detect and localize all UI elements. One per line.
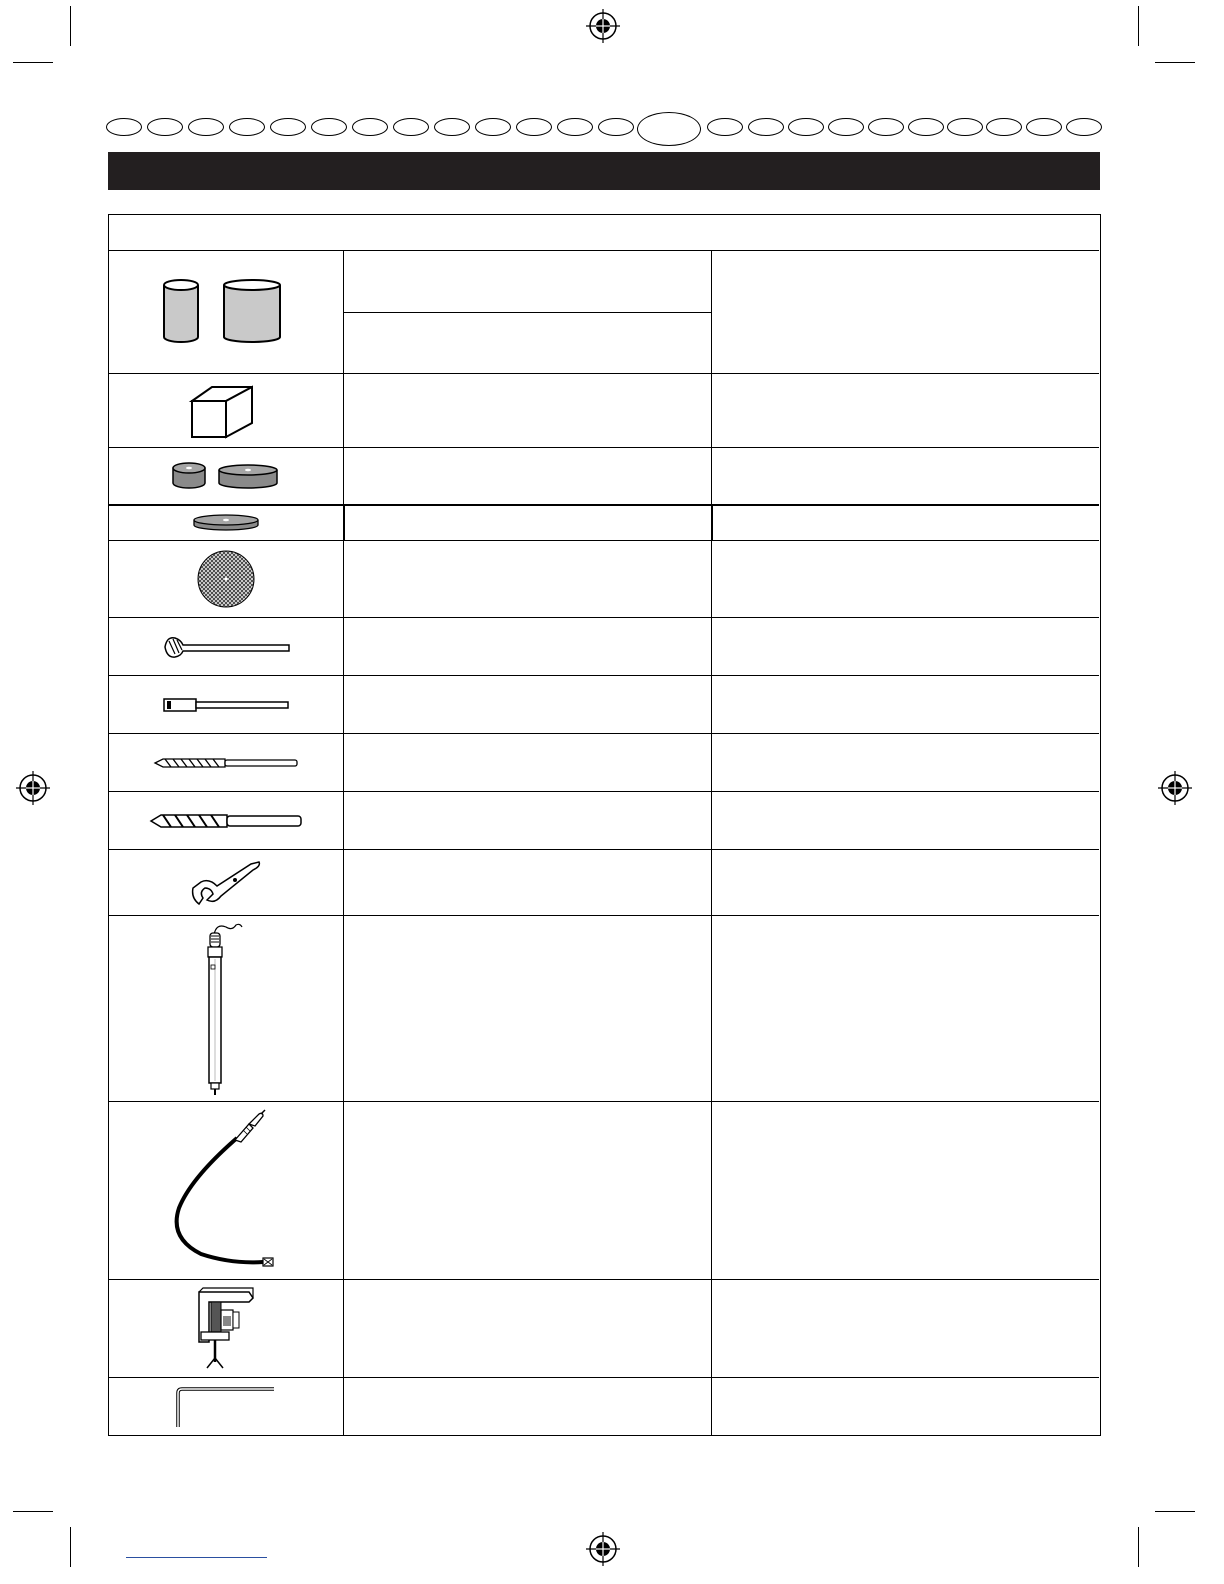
row-description: [344, 506, 711, 540]
row-notes: [712, 1102, 1099, 1279]
language-tab[interactable]: [598, 118, 634, 136]
bench-clamp-cell: [109, 1280, 343, 1377]
row-notes: [712, 541, 1099, 617]
flexible-shaft-cell: [109, 1102, 343, 1279]
language-tab-active[interactable]: [637, 112, 701, 146]
bench-clamp-icon: [189, 1286, 263, 1372]
row-description: [344, 1102, 711, 1279]
row-notes: [712, 374, 1099, 447]
crop-mark: [1155, 1511, 1195, 1512]
language-tab[interactable]: [908, 118, 944, 136]
row-description: [344, 1280, 711, 1377]
language-tab[interactable]: [106, 118, 142, 136]
row-description: [344, 916, 711, 1101]
row-notes: [712, 734, 1099, 791]
language-tab[interactable]: [788, 118, 824, 136]
language-tab[interactable]: [828, 118, 864, 136]
wrench-icon: [189, 858, 263, 908]
hex-key-cell: [109, 1378, 343, 1435]
registration-mark-icon: [16, 771, 50, 805]
row-notes: [712, 850, 1099, 915]
language-tab[interactable]: [311, 118, 347, 136]
language-tab[interactable]: [557, 118, 593, 136]
row-description: [344, 676, 711, 733]
drill-bit-large-cell: [109, 792, 343, 849]
wrench-cell: [109, 850, 343, 915]
registration-mark-icon: [1158, 771, 1192, 805]
footer-link-underline[interactable]: [126, 1557, 267, 1558]
language-tab[interactable]: [1066, 118, 1102, 136]
section-title: [108, 162, 120, 179]
row-notes: [712, 448, 1099, 504]
row-description: [344, 618, 711, 675]
sanding-drums-cell: [109, 251, 343, 373]
row-description: [344, 251, 711, 312]
extension-handle-icon: [196, 921, 256, 1097]
crop-mark: [13, 1511, 53, 1512]
language-tab[interactable]: [229, 118, 265, 136]
language-tab[interactable]: [748, 118, 784, 136]
grinding-wheels-icon: [171, 461, 281, 491]
crop-mark: [1138, 6, 1139, 46]
flexible-shaft-icon: [171, 1108, 281, 1274]
language-tab[interactable]: [1026, 118, 1062, 136]
row-description: [344, 448, 711, 504]
language-tab[interactable]: [868, 118, 904, 136]
row-notes: [712, 618, 1099, 675]
extension-handle-cell: [109, 916, 343, 1101]
cutting-disc-cell: [109, 541, 343, 617]
mandrel-screw-cell: [109, 618, 343, 675]
cutting-disc-icon: [196, 549, 256, 609]
row-notes: [712, 506, 1099, 540]
language-tab[interactable]: [393, 118, 429, 136]
hex-key-icon: [174, 1385, 278, 1429]
language-tab[interactable]: [475, 118, 511, 136]
row-description: [344, 374, 711, 447]
language-tab[interactable]: [986, 118, 1022, 136]
row-description: [344, 313, 711, 373]
row-notes: [712, 676, 1099, 733]
sanding-drums-icon: [156, 277, 296, 347]
crop-mark: [70, 6, 71, 46]
accessory-table: [108, 214, 1101, 1436]
language-tab[interactable]: [947, 118, 983, 136]
abrasive-block-cell: [109, 374, 343, 447]
section-header-bar: [108, 152, 1100, 190]
language-tabs: [106, 112, 1106, 146]
language-tab[interactable]: [516, 118, 552, 136]
language-tab[interactable]: [270, 118, 306, 136]
language-tab[interactable]: [434, 118, 470, 136]
row-notes: [712, 1378, 1099, 1435]
mandrel-cell: [109, 676, 343, 733]
language-tab[interactable]: [352, 118, 388, 136]
drill-bit-large-icon: [149, 811, 303, 831]
row-description: [344, 850, 711, 915]
abrasive-block-icon: [186, 381, 266, 441]
crop-mark: [1155, 62, 1195, 63]
language-tab[interactable]: [707, 118, 743, 136]
drill-bit-small-icon: [153, 755, 299, 771]
grinding-wheels-cell: [109, 448, 343, 504]
mandrel-screw-icon: [161, 632, 291, 662]
crop-mark: [1138, 1527, 1139, 1567]
drill-bit-small-cell: [109, 734, 343, 791]
row-description: [344, 1378, 711, 1435]
language-tab[interactable]: [147, 118, 183, 136]
row-description: [344, 734, 711, 791]
row-notes: [712, 916, 1099, 1101]
language-tab[interactable]: [188, 118, 224, 136]
row-description: [344, 541, 711, 617]
row-notes: [712, 1280, 1099, 1377]
row-notes: [712, 251, 1099, 373]
row-notes: [712, 792, 1099, 849]
polishing-wheel-cell: [109, 506, 343, 540]
crop-mark: [70, 1527, 71, 1567]
polishing-wheel-icon: [191, 514, 261, 532]
registration-mark-icon: [586, 9, 620, 43]
row-description: [344, 792, 711, 849]
registration-mark-icon: [586, 1532, 620, 1566]
crop-mark: [13, 62, 53, 63]
mandrel-icon: [161, 695, 291, 715]
